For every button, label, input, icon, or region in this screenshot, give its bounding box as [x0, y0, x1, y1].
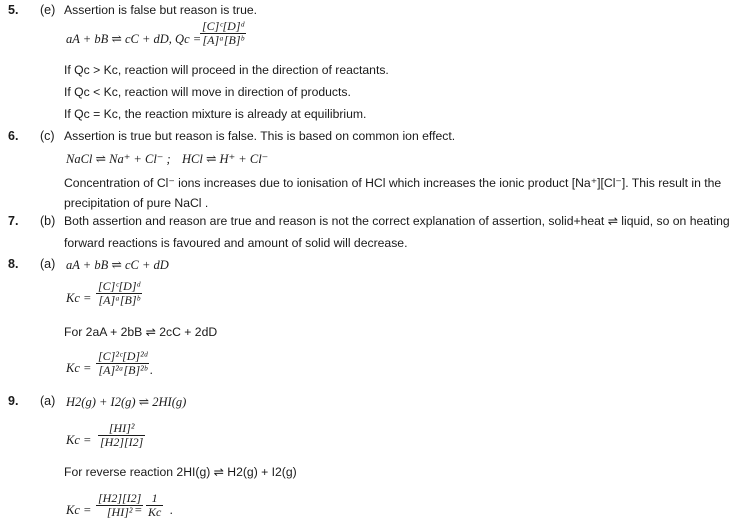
q5-reaction-equation: aA + bB ⇌ cC + dD, Qc =	[66, 32, 202, 46]
question-number-9: 9.	[8, 394, 19, 408]
q9-reciprocal-denominator: Kc	[148, 505, 162, 519]
question-number-7: 7.	[8, 214, 19, 228]
q5-option: (e)	[40, 3, 56, 17]
q5-line-qc-equal: If Qc = Kc, the reaction mixture is already at equilibrium.	[64, 107, 367, 121]
q7-option: (b)	[40, 214, 56, 228]
q5-line-qc-greater: If Qc > Kc, reaction will proceed in the direction of reactants.	[64, 63, 389, 77]
q9-kc1-numerator: [HI]²	[98, 422, 145, 436]
q9-reciprocal-fraction	[146, 492, 163, 519]
q5-statement: Assertion is false but reason is true.	[64, 3, 258, 17]
q8-option: (a)	[40, 257, 56, 271]
q9-kc1-denominator: [H2][I2]	[100, 435, 144, 449]
q9-kc1-fraction	[98, 422, 145, 449]
q6-nacl-equation: NaCl ⇌ Na⁺ + Cl⁻ ;	[66, 152, 171, 166]
q8-kc2-denominator: [A]²ᵃ[B]²ᵇ	[98, 363, 147, 377]
q8-kc1-fraction	[96, 280, 142, 307]
q9-reciprocal-numerator: 1	[146, 492, 163, 506]
q6-statement: Assertion is true but reason is false. This is based on common ion effect.	[64, 129, 456, 143]
q5-qc-fraction	[200, 20, 246, 47]
q5-line-qc-less: If Qc < Kc, reaction will move in direction of products.	[64, 85, 351, 99]
q9-kc2-denominator: [HI]²	[106, 505, 133, 519]
q9-kc1-label: Kc =	[66, 433, 92, 447]
q9-equals: =	[134, 503, 143, 517]
q8-kc1-label: Kc =	[66, 291, 92, 305]
q5-qc-numerator: [C]ᶜ[D]ᵈ	[202, 19, 245, 33]
q8-kc1-denominator: [A]ᵃ[B]ᵇ	[98, 293, 140, 307]
question-number-5: 5.	[8, 3, 19, 17]
q6-paragraph-line-1: Concentration of Cl⁻ ions increases due to ionisation of HCl which increases the ionic product [Na⁺][Cl⁻]. This result in the	[64, 176, 722, 190]
q8-reaction: aA + bB ⇌ cC + dD	[66, 258, 169, 272]
question-number-6: 6.	[8, 129, 19, 143]
q8-tail-dot: .	[150, 363, 154, 377]
q7-line-2: forward reactions is favoured and amount of solid will decrease.	[64, 236, 408, 250]
q6-hcl-equation: HCl ⇌ H⁺ + Cl⁻	[182, 152, 269, 166]
q6-option: (c)	[40, 129, 55, 143]
q6-paragraph-line-2: precipitation of pure NaCl .	[64, 196, 209, 210]
q8-kc1-numerator: [C]ᶜ[D]ᵈ	[98, 279, 141, 293]
q9-kc2-numerator: [H2][I2]	[98, 491, 142, 505]
q7-line-1: Both assertion and reason are true and reason is not the correct explanation of assertion, solid+heat ⇌ liquid, so on heating	[64, 214, 730, 228]
q8-kc2-numerator: [C]²ᶜ[D]²ᵈ	[98, 349, 148, 363]
q8-kc2-fraction	[96, 350, 149, 377]
question-number-8: 8.	[8, 257, 19, 271]
q8-kc2-label: Kc =	[66, 361, 92, 375]
q9-reaction: H2(g) + I2(g) ⇌ 2HI(g)	[66, 395, 187, 409]
q9-reverse-text: For reverse reaction 2HI(g) ⇌ H2(g) + I2(g)	[64, 465, 297, 479]
q9-tail-dot: .	[170, 503, 174, 517]
q9-kc2-label: Kc =	[66, 503, 92, 517]
q9-option: (a)	[40, 394, 56, 408]
q8-for-text: For 2aA + 2bB ⇌ 2cC + 2dD	[64, 325, 218, 339]
q5-qc-denominator: [A]ᵃ[B]ᵇ	[202, 33, 244, 47]
